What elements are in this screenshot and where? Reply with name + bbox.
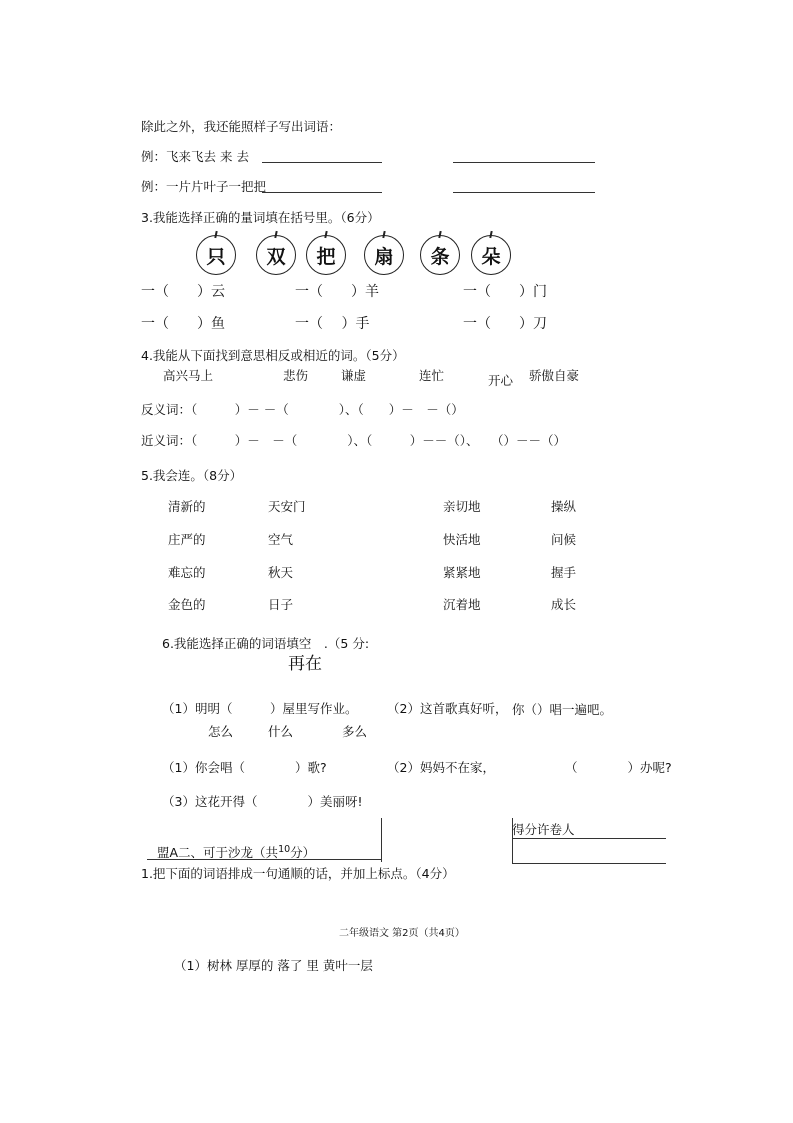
word-pair: 再在	[288, 654, 322, 674]
example-1: 例：飞来飞去 来 去	[141, 149, 249, 164]
match-word[interactable]: 快活地	[443, 532, 481, 547]
word-option: 连忙	[419, 368, 445, 383]
q1-title: 1.把下面的词语排成一句通顺的话，并加上标点。（4分）	[141, 866, 455, 881]
answer-area[interactable]	[174, 980, 614, 1020]
scorer-label: 得分许卷人	[512, 822, 575, 837]
match-word[interactable]: 天安门	[268, 499, 306, 514]
word-option: 开心	[488, 373, 514, 388]
match-word[interactable]: 成长	[551, 597, 577, 612]
match-word[interactable]: 亲切地	[443, 499, 481, 514]
score-box-field[interactable]	[513, 839, 666, 863]
answer-blank[interactable]	[262, 192, 382, 193]
sentence[interactable]: （3）这花开得（ ）美丽呀!	[162, 794, 363, 809]
match-word[interactable]: 紧紧地	[443, 565, 481, 580]
answer-blank[interactable]	[262, 162, 382, 163]
word-option: 高兴马上	[163, 368, 214, 383]
measure-item[interactable]: 一（ ）羊	[295, 284, 379, 300]
score-box-border	[512, 863, 666, 864]
word-option: 多么	[342, 724, 368, 739]
q3-title: 3.我能选择正确的量词填在括号里。（6分）	[141, 210, 380, 225]
synonym-line[interactable]: 近义词：（ ）－ －（ ）、（ ）－－（）、 （）－－（）	[141, 433, 567, 448]
answer-blank[interactable]	[453, 192, 595, 193]
choice-circle: 只	[196, 235, 236, 275]
sentence: （2）这首歌真好听，	[387, 701, 508, 716]
choice-circle: 把	[306, 235, 346, 275]
match-word[interactable]: 操纵	[551, 499, 577, 514]
match-word[interactable]: 金色的	[168, 597, 206, 612]
q4-title: 4.我能从下面找到意思相反或相近的词。（5分）	[141, 348, 405, 363]
match-word[interactable]: 沉着地	[443, 597, 481, 612]
q6-title: 6.我能选择正确的词语填空 .（5 分:	[162, 636, 370, 651]
match-word[interactable]: 握手	[551, 565, 577, 580]
measure-item[interactable]: 一（ ）刀	[463, 316, 547, 332]
sentence[interactable]: （1）明明（ ）屋里写作业。	[162, 701, 358, 716]
sentence[interactable]: （ ）办呢?	[565, 760, 672, 775]
match-word[interactable]: 清新的	[168, 499, 206, 514]
example-2: 例：一片片叶子一把把	[141, 179, 267, 194]
intro-text: 除此之外，我还能照样子写出词语：	[141, 119, 342, 134]
word-option: 骄傲自豪	[529, 368, 580, 383]
word-option: 什么	[268, 724, 294, 739]
choice-circle: 条	[420, 235, 460, 275]
choice-circle: 扇	[364, 235, 404, 275]
choice-circle: 双	[256, 235, 296, 275]
word-option: 怎么	[208, 724, 234, 739]
sentence: （2）妈妈不在家，	[387, 760, 495, 775]
measure-item[interactable]: 一（ ）门	[463, 284, 547, 300]
word-option: 悲伤	[283, 368, 309, 383]
sentence[interactable]: 你（）唱一遍吧。	[512, 702, 613, 717]
q5-title: 5.我会连。（8分）	[141, 468, 243, 483]
match-word[interactable]: 日子	[268, 597, 294, 612]
match-word[interactable]: 秋天	[268, 565, 294, 580]
answer-blank[interactable]	[453, 162, 595, 163]
sentence[interactable]: （1）你会唱（ ）歌?	[162, 760, 327, 775]
antonym-line[interactable]: 反义词：（ ）－ －（ ）、（ ）－ －（）	[141, 402, 464, 417]
word-option: 谦虚	[341, 368, 367, 383]
match-word[interactable]: 空气	[268, 532, 294, 547]
match-word[interactable]: 问候	[551, 532, 577, 547]
match-word[interactable]: 难忘的	[168, 565, 206, 580]
sentence-item: （1）树林 厚厚的 落了 里 黄叶一层	[174, 958, 373, 973]
section-2-title: 盟A二、可于沙龙（共$^{10}$分）	[157, 844, 316, 861]
measure-item[interactable]: 一（ ）云	[141, 284, 225, 300]
match-word[interactable]: 庄严的	[168, 532, 206, 547]
page-footer: 二年级语文 第2页（共4页）	[339, 928, 465, 939]
choice-circle: 朵	[471, 235, 511, 275]
measure-item[interactable]: 一（ ）鱼	[141, 316, 225, 332]
divider	[147, 859, 381, 860]
measure-item[interactable]: 一（ ）手	[295, 316, 370, 332]
divider	[381, 818, 382, 862]
